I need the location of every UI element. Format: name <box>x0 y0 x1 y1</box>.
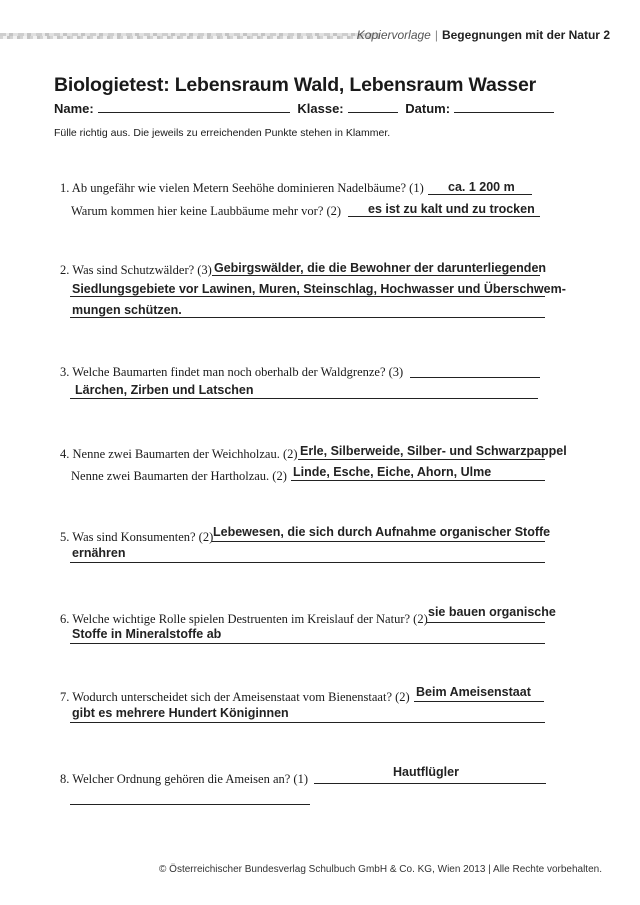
question-1b: Warum kommen hier keine Laubbäume mehr vor? (2) <box>71 204 342 218</box>
klasse-label: Klasse: <box>297 101 344 116</box>
question-5: 5. Was sind Konsumenten? (2) <box>60 530 214 544</box>
header-texture-overlay <box>0 36 380 39</box>
answer-2c: mungen schützen. <box>72 303 182 317</box>
name-label: Name: <box>54 101 94 116</box>
answer-1a: ca. 1 200 m <box>448 180 515 194</box>
header-title: Begegnungen mit der Natur 2 <box>441 28 610 42</box>
answer-6b: Stoffe in Mineralstoffe ab <box>72 627 222 641</box>
instruction-text: Fülle richtig aus. Die jeweils zu erreichenden Punkte stehen in Klammer. <box>54 127 391 139</box>
answer-line-8a[interactable] <box>314 783 546 784</box>
question-7: 7. Wodurch unterscheidet sich der Ameisenstaat vom Bienenstaat? (2) <box>60 690 410 704</box>
page-footer: © Österreichischer Bundesverlag Schulbuch GmbH & Co. KG, Wien 2013 | Alle Rechte vorbehalten. <box>159 864 602 875</box>
answer-1b: es ist zu kalt und zu trocken <box>368 202 535 216</box>
datum-field[interactable] <box>454 100 554 113</box>
klasse-field[interactable] <box>348 100 398 113</box>
header-label: Kopiervorlage <box>356 28 431 42</box>
question-1a: 1. Ab ungefähr wie vielen Metern Seehöhe dominieren Nadelbäume? (1) <box>60 181 424 195</box>
answer-line-6b[interactable] <box>70 643 545 644</box>
question-3: 3. Welche Baumarten findet man noch oberhalb der Waldgrenze? (3) <box>60 365 404 379</box>
question-4a: 4. Nenne zwei Baumarten der Weichholzau. (2) <box>60 447 298 461</box>
page-header <box>357 28 610 42</box>
answer-line-7b[interactable] <box>70 722 545 723</box>
answer-line-4b[interactable] <box>291 480 545 481</box>
answer-7a: Beim Ameisenstaat <box>416 685 531 699</box>
question-8: 8. Welcher Ordnung gehören die Ameisen an? (1) <box>60 772 308 786</box>
answer-line-8b[interactable] <box>70 804 310 805</box>
answer-line-6a[interactable] <box>427 622 545 623</box>
answer-line-5b[interactable] <box>70 562 545 563</box>
answer-line-7a[interactable] <box>414 701 544 702</box>
answer-3: Lärchen, Zirben und Latschen <box>75 383 254 397</box>
answer-line-2b[interactable] <box>70 296 545 297</box>
page-title: Biologietest: Lebensraum Wald, Lebensraum Wasser <box>54 74 536 96</box>
answer-2b: Siedlungsgebiete vor Lawinen, Muren, Steinschlag, Hochwasser und Überschwem- <box>72 282 566 296</box>
answer-line-2c[interactable] <box>70 317 545 318</box>
answer-line-5a[interactable] <box>212 541 545 542</box>
question-2: 2. Was sind Schutzwälder? (3) <box>60 263 212 277</box>
answer-5b: ernähren <box>72 546 126 560</box>
answer-line-1b[interactable] <box>348 216 540 217</box>
answer-line-1a[interactable] <box>428 194 532 195</box>
answer-line-3a[interactable] <box>410 377 540 378</box>
answer-8: Hautflügler <box>393 765 459 779</box>
answer-7b: gibt es mehrere Hundert Königinnen <box>72 706 289 720</box>
answer-line-3b[interactable] <box>70 398 538 399</box>
answer-4b: Linde, Esche, Eiche, Ahorn, Ulme <box>293 465 492 479</box>
answer-4a: Erle, Silberweide, Silber- und Schwarzpappel <box>300 444 567 458</box>
answer-line-2a[interactable] <box>212 275 540 276</box>
name-field[interactable] <box>98 100 290 113</box>
header-separator: | <box>434 28 438 42</box>
answer-line-4a[interactable] <box>298 459 545 460</box>
answer-2a: Gebirgswälder, die die Bewohner der darunterliegenden <box>214 261 547 275</box>
answer-6a: sie bauen organische <box>428 605 556 619</box>
datum-label: Datum: <box>405 101 451 116</box>
answer-5a: Lebewesen, die sich durch Aufnahme organischer Stoffe <box>213 525 551 539</box>
question-4b: Nenne zwei Baumarten der Hartholzau. (2) <box>71 469 287 483</box>
question-6: 6. Welche wichtige Rolle spielen Destruenten im Kreislauf der Natur? (2) <box>60 612 428 626</box>
student-fields <box>54 100 558 116</box>
